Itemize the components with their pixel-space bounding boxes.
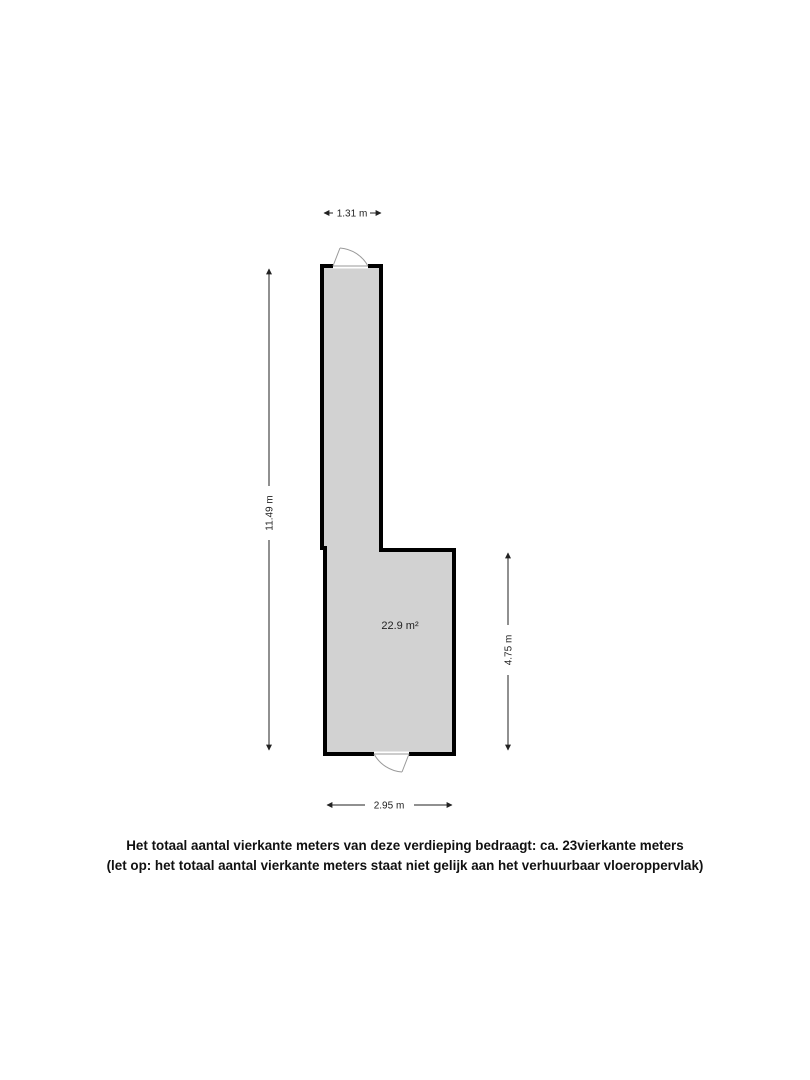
dimension-bottom (327, 801, 452, 812)
caption-line-total: Het totaal aantal vierkante meters van deze verdieping bedraagt: ca. 23vierkante meters (126, 838, 684, 853)
floor-area-caption (0, 836, 810, 876)
caption-line-note: (let op: het totaal aantal vierkante meters staat niet gelijk aan het verhuurbaar vloeroppervlak) (106, 858, 704, 873)
dimension-label-top: 1.31 m (336, 208, 368, 220)
dimension-label-left: 11.49 m (264, 495, 276, 531)
room-outline (322, 266, 454, 754)
dimension-left (265, 269, 276, 750)
dimension-label-right: 4.75 m (503, 634, 515, 666)
dimension-right (504, 553, 515, 750)
door-swing-icon (333, 248, 368, 266)
dimension-top (324, 209, 381, 220)
door-swing-icon (374, 754, 409, 772)
dimension-label-bottom: 2.95 m (373, 800, 405, 812)
room-area-label: 22.9 m² (381, 620, 419, 632)
